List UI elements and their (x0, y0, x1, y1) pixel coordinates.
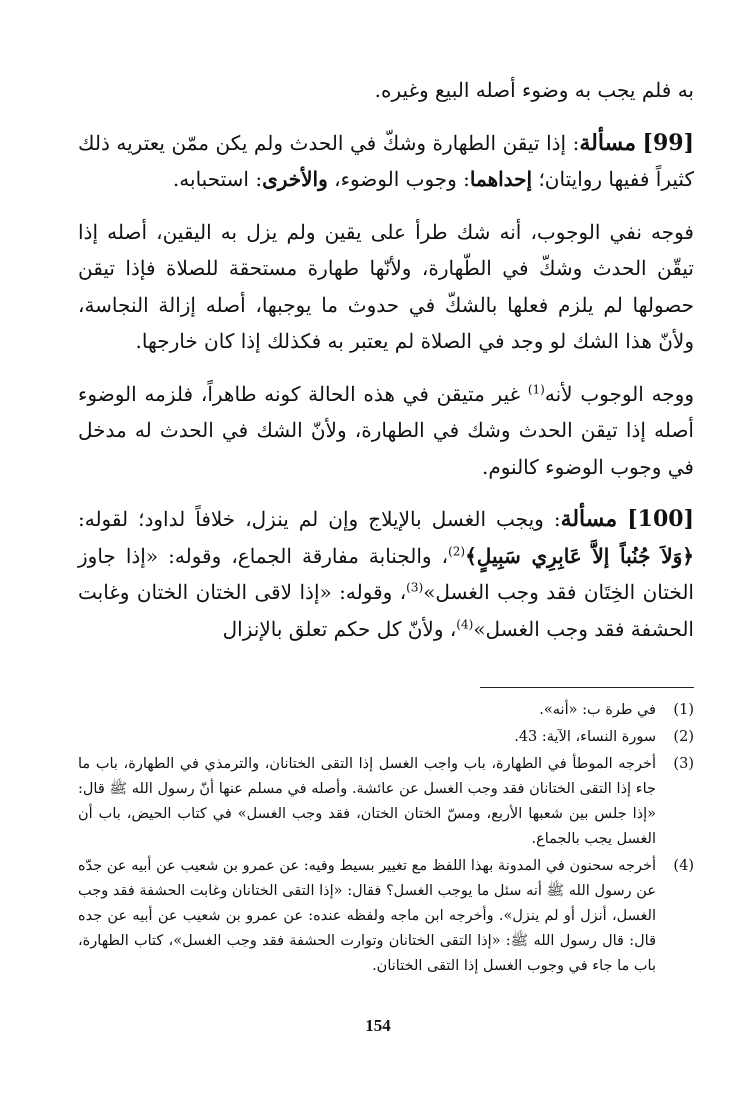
paragraph-obligation: ووجه الوجوب لأنه$^{(1)}$ غير متيقن في هذه الحالة كونه طاهراً، فلزمه الوضوء أصله إذا تيقن الحدث وشك في الطهارة، ولأنّ الشك في الحدث له مدخل في وجوب الوضوء كالنوم. (78, 381, 694, 479)
footnote-text: أخرجه سحنون في المدونة بهذا اللفظ مع تغيير بسيط وفيه: عن عمرو بن شعيب عن أبيه عن جدّه عن رسول الله ﷺ أنه سئل ما يوجب الغسل؟ فقال: «إذا التقى الختانان وغابت الحشفة فقد وجب الغسل، أنزل أو لم ينزل». وأخرجه ابن ماجه ولفظه عنده: عن عمرو بن شعيب عن أبيه عن جده قال: قال رسول الله ﷺ: «إذا التقى الختانان وتوارت الحشفة فقد وجب الغسل»، كتاب الطهارة، باب ما جاء في وجوب الغسل إذا التقى الختانان. (78, 858, 656, 974)
footnote-divider (480, 687, 694, 688)
footnote-number: (3) (673, 756, 694, 772)
footnote-3 (78, 752, 694, 852)
footnote-ref-4[interactable]: (4) (456, 616, 474, 631)
quran-verse: ﴿وَلاَ جُنُباً إلاَّ عَابِرِي سَبِيلٍ﴾ (465, 543, 694, 568)
paragraph-negation: فوجه نفي الوجوب، أنه شك طرأ على يقين ولم يزل به اليقين، أصله إذا تيقّن الحدث وشكّ في الطّهارة، ولأنّها طهارة مستحقة للصلاة فإذا تيقن حصولها لم يلزم فعلها بالشكّ في حدوث ما يوجبها، أصله إزالة النجاسة، ولأنّ هذا الشك لو وجد في الصلاة لم يعتبر به فكذلك إذا كان خارجها. (78, 219, 694, 353)
footnote-number: (2) (673, 729, 694, 745)
footnote-text: أخرجه الموطأ في الطهارة، باب واجب الغسل إذا التقى الختانان، والترمذي في الطهارة، باب ما جاء إذا التقى الختانان فقد وجب الغسل عن عائشة. وأصله في مسلم عنها أنّ رسول الله ﷺ قال: «إذا جلس بين شعبها الأربع، ومسّ الختان الختان، فقد وجب الغسل» في كتاب الحيض، باب أن الغسل يجب بالجماع. (78, 756, 656, 847)
paragraph-issue-99: [99] مسألة: إذا تيقن الطهارة وشكّ في الحدث ولم يكن ممّن يعتريه ذلك كثيراً ففيها روايتان؛ إحداهما: وجوب الوضوء، والأخرى: استحبابه. (78, 129, 695, 191)
issue-number: [100] (627, 506, 694, 532)
footnote-2 (78, 725, 694, 750)
footnote-text: في طرة ب: «أنه». (539, 702, 656, 718)
footnote-4 (78, 854, 694, 979)
main-text (78, 72, 694, 647)
issue-number: [99] (642, 129, 695, 156)
footnote-1 (78, 698, 694, 723)
footnote-number: (4) (673, 858, 694, 874)
issue-label: مسألة (579, 129, 636, 156)
keyword-first: إحداهما (469, 167, 533, 191)
paragraph-issue-100: [100] مسألة: ويجب الغسل بالإيلاج وإن لم ينزل، خلافاً لداود؛ لقوله: ﴿وَلاَ جُنُباً إلاَّ عَابِرِي سَبِيلٍ﴾$^{(2)}$، والجنابة مفارقة الجماع، وقوله: «إذا جاوز الختان الخِتَان فقد وجب الغسل»$^{(3)}$، وقوله: «إذا لاقى الختان الختان وغابت الحشفة فقد وجب الغسل»$^{(4)}$، ولأنّ كل حكم تعلق بالإنزال (78, 506, 694, 641)
footnote-ref-1[interactable]: (1) (527, 381, 545, 396)
footnote-text: سورة النساء، الآية: 43. (514, 729, 656, 745)
page-number: 154 (365, 1016, 391, 1035)
footnote-number: (1) (673, 702, 694, 718)
footnotes (78, 698, 694, 979)
footnote-ref-2[interactable]: (2) (448, 543, 466, 558)
keyword-second: والأخرى (262, 167, 328, 191)
issue-label: مسألة (560, 506, 618, 532)
paragraph-continuation: به فلم يجب به وضوء أصله البيع وغيره. (374, 78, 694, 102)
footnote-ref-3[interactable]: (3) (406, 580, 424, 595)
